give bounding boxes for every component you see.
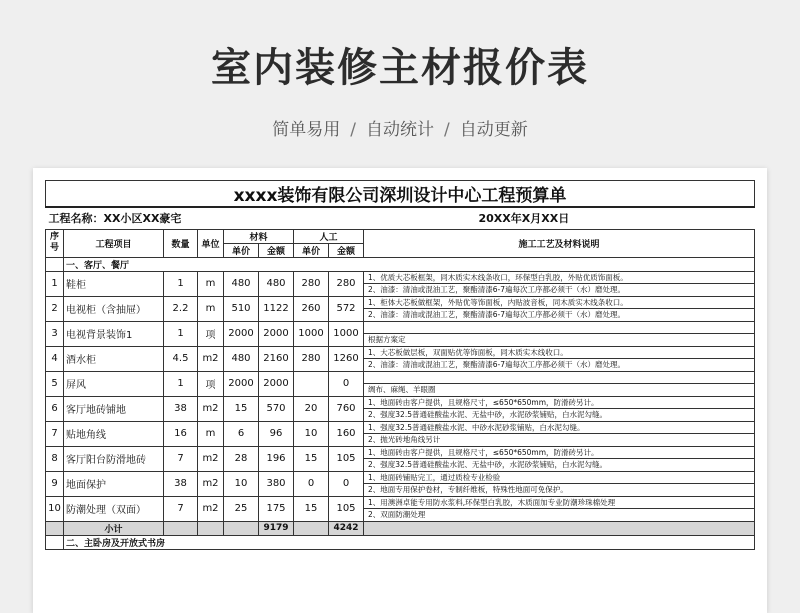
labor-amount: 0 — [329, 371, 364, 396]
header-material-price: 单价 — [224, 243, 259, 257]
page-title: 室内装修主材报价表 — [211, 45, 589, 91]
craft-line: 根据方案定 — [368, 334, 406, 344]
labor-amount: 1260 — [329, 346, 364, 371]
craft-line: 1、柜体大芯板做框架，外贴优等饰面板，内贴波音板，同木质实木线条收口。 — [364, 297, 754, 309]
item-qty: 4.5 — [164, 346, 198, 371]
feature-tag: 自动统计 — [366, 120, 434, 140]
labor-amount: 105 — [329, 496, 364, 521]
table-row — [46, 471, 755, 496]
item-name: 客厅地砖铺地 — [64, 396, 164, 421]
craft-line: 1、强度32.5普通硅酸盐水泥、中砂水泥砂浆铺贴，白水泥勾缝。 — [364, 422, 754, 434]
item-qty: 1 — [164, 271, 198, 296]
header-labor: 人工 — [294, 229, 364, 243]
table-row — [46, 346, 755, 371]
material-amount: 480 — [259, 271, 294, 296]
row-number: 8 — [46, 446, 64, 471]
row-number: 1 — [46, 271, 64, 296]
material-amount: 2000 — [259, 321, 294, 346]
header-unit: 单位 — [198, 229, 224, 257]
labor-amount: 280 — [329, 271, 364, 296]
quote-table — [45, 180, 755, 550]
header-labor-price: 单价 — [294, 243, 329, 257]
craft-description — [364, 271, 755, 296]
header-craft: 施工工艺及材料说明 — [364, 229, 755, 257]
item-qty: 38 — [164, 396, 198, 421]
craft-description — [364, 321, 755, 346]
row-number: 7 — [46, 421, 64, 446]
material-price: 28 — [224, 446, 259, 471]
feature-tags — [0, 115, 800, 140]
material-price: 480 — [224, 271, 259, 296]
row-number: 3 — [46, 321, 64, 346]
header-seq: 序号 — [46, 229, 64, 257]
labor-amount: 105 — [329, 446, 364, 471]
craft-line: 1、地面砖由客户提供，且规格尺寸，≤650*650mm，防滑砖另计。 — [364, 397, 754, 409]
material-price: 2000 — [224, 321, 259, 346]
material-price: 25 — [224, 496, 259, 521]
item-name: 防潮处理（双面） — [64, 496, 164, 521]
row-number: 9 — [46, 471, 64, 496]
item-qty: 7 — [164, 446, 198, 471]
header-material-amount: 金额 — [259, 243, 294, 257]
material-amount: 196 — [259, 446, 294, 471]
item-qty: 38 — [164, 471, 198, 496]
labor-price: 260 — [294, 296, 329, 321]
row-number: 2 — [46, 296, 64, 321]
item-qty: 1 — [164, 371, 198, 396]
craft-description — [364, 346, 755, 371]
labor-price: 280 — [294, 271, 329, 296]
labor-price: 280 — [294, 346, 329, 371]
item-unit: 项 — [198, 371, 224, 396]
row-number: 5 — [46, 371, 64, 396]
material-price: 2000 — [224, 371, 259, 396]
table-row — [46, 446, 755, 471]
craft-line: 2、油漆：清油或混油工艺，聚酯清漆6-7遍每次工序都必须干（水）磨处理。 — [368, 359, 626, 369]
craft-description — [364, 421, 755, 446]
labor-amount: 1000 — [329, 321, 364, 346]
craft-line: 1、大芯板做层板，双面贴优等饰面板，同木质实木线收口。 — [364, 347, 754, 359]
craft-line — [364, 322, 754, 334]
material-price: 480 — [224, 346, 259, 371]
table-row — [46, 271, 755, 296]
quote-sheet — [33, 168, 767, 613]
item-unit: m2 — [198, 446, 224, 471]
material-amount: 1122 — [259, 296, 294, 321]
labor-amount: 160 — [329, 421, 364, 446]
craft-line: 2、强度32.5普通硅酸盐水泥、无盐中砂，水泥砂浆铺贴，白水泥勾缝。 — [368, 459, 607, 469]
material-amount: 2160 — [259, 346, 294, 371]
item-unit: m — [198, 296, 224, 321]
craft-line: 2、地面专用保护卷材，专制纤维板，特殊性地面可免保护。 — [368, 484, 568, 494]
craft-description — [364, 396, 755, 421]
craft-line — [364, 372, 754, 384]
material-price: 6 — [224, 421, 259, 446]
labor-price: 1000 — [294, 321, 329, 346]
material-amount: 175 — [259, 496, 294, 521]
craft-line: 绸布、麻绳、羊眼圈 — [368, 384, 436, 394]
table-row — [46, 296, 755, 321]
craft-line: 1、地面砖铺贴完工，通过质检专业检验 — [364, 472, 754, 484]
subtotal-material: 9179 — [259, 521, 294, 535]
craft-description — [364, 471, 755, 496]
item-name: 酒水柜 — [64, 346, 164, 371]
company-title: xxxx装饰有限公司深圳设计中心工程预算单 — [46, 181, 755, 208]
labor-price: 15 — [294, 496, 329, 521]
item-name: 贴地角线 — [64, 421, 164, 446]
item-qty: 7 — [164, 496, 198, 521]
item-name: 电视柜（含抽屉） — [64, 296, 164, 321]
table-row — [46, 321, 755, 346]
item-qty: 2.2 — [164, 296, 198, 321]
item-unit: m — [198, 271, 224, 296]
craft-line: 2、油漆：清油或混油工艺，聚酯清漆6-7遍每次工序都必须干（水）磨处理。 — [368, 309, 626, 319]
craft-description — [364, 371, 755, 396]
labor-price: 20 — [294, 396, 329, 421]
feature-tag: 自动更新 — [459, 120, 528, 140]
row-number: 10 — [46, 496, 64, 521]
item-name: 屏风 — [64, 371, 164, 396]
row-number: 4 — [46, 346, 64, 371]
craft-description — [364, 446, 755, 471]
material-amount: 96 — [259, 421, 294, 446]
labor-amount: 572 — [329, 296, 364, 321]
material-amount: 2000 — [259, 371, 294, 396]
feature-tag: 简单易用 — [272, 120, 341, 140]
header-item: 工程项目 — [64, 229, 164, 257]
table-row — [46, 421, 755, 446]
subtotal-labor: 4242 — [329, 521, 364, 535]
item-unit: m2 — [198, 496, 224, 521]
item-name: 鞋柜 — [64, 271, 164, 296]
labor-amount: 760 — [329, 396, 364, 421]
craft-description — [364, 496, 755, 521]
material-amount: 380 — [259, 471, 294, 496]
labor-price: 0 — [294, 471, 329, 496]
section-heading: 二、主卧房及开放式书房 — [64, 535, 755, 549]
item-unit: 项 — [198, 321, 224, 346]
craft-line: 1、优质大芯板框架，同木质实木线条收口，环保型白乳胶，外贴优质饰面板。 — [364, 272, 754, 284]
material-price: 10 — [224, 471, 259, 496]
item-name: 客厅阳台防滑地砖 — [64, 446, 164, 471]
table-row — [46, 371, 755, 396]
table-row — [46, 396, 755, 421]
craft-line: 1、地面砖由客户提供，且规格尺寸，≤650*650mm，防滑砖另计。 — [364, 447, 754, 459]
craft-line: 2、油漆：清油或混油工艺，聚酯清漆6-7遍每次工序都必须干（水）磨处理。 — [368, 284, 626, 294]
craft-line: 1、用澳洲卓能专用防水浆料,环保型白乳胶，木质面加专业防潮珍珠棉处理 — [364, 497, 754, 509]
tag-separator: / — [350, 120, 356, 140]
craft-description — [364, 296, 755, 321]
item-unit: m — [198, 421, 224, 446]
header-qty: 数量 — [164, 229, 198, 257]
labor-price — [294, 371, 329, 396]
item-name: 电视背景装饰1 — [64, 321, 164, 346]
craft-line: 2、抛光砖地角线另计 — [368, 434, 441, 444]
quote-date: 20XX年X月XX日 — [259, 207, 755, 229]
header-labor-amount: 金额 — [329, 243, 364, 257]
item-name: 地面保护 — [64, 471, 164, 496]
material-price: 510 — [224, 296, 259, 321]
item-qty: 16 — [164, 421, 198, 446]
header-material: 材料 — [224, 229, 294, 243]
item-qty: 1 — [164, 321, 198, 346]
item-unit: m2 — [198, 471, 224, 496]
item-unit: m2 — [198, 396, 224, 421]
item-unit: m2 — [198, 346, 224, 371]
material-amount: 570 — [259, 396, 294, 421]
section-heading: 一、客厅、餐厅 — [64, 257, 755, 271]
tag-separator: / — [444, 120, 450, 140]
row-number: 6 — [46, 396, 64, 421]
labor-price: 15 — [294, 446, 329, 471]
labor-price: 10 — [294, 421, 329, 446]
craft-line: 2、双面防潮处理 — [368, 509, 426, 519]
material-price: 15 — [224, 396, 259, 421]
labor-amount: 0 — [329, 471, 364, 496]
subtotal-label: 小计 — [64, 521, 164, 535]
craft-line: 2、强度32.5普通硅酸盐水泥、无盐中砂，水泥砂浆铺贴，白水泥勾缝。 — [368, 409, 607, 419]
project-name: 工程名称：XX小区XX豪宅 — [46, 207, 259, 229]
table-row — [46, 496, 755, 521]
